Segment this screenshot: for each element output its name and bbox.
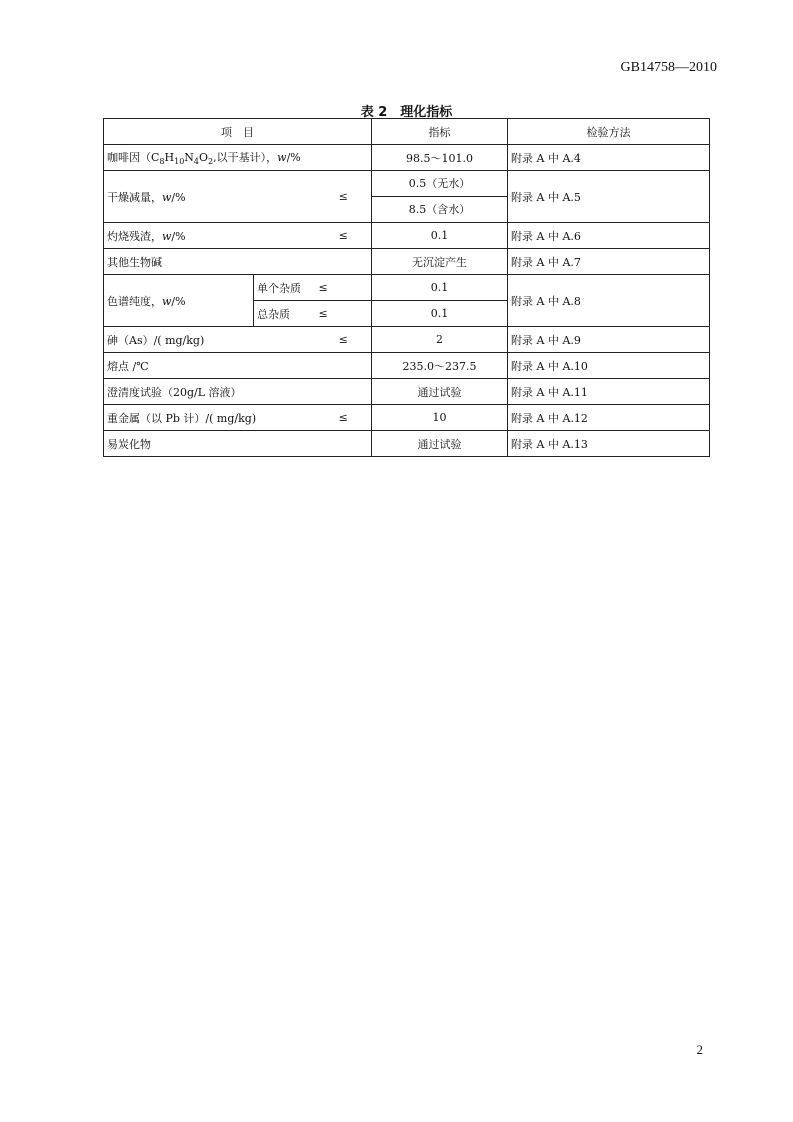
row-item: 易炭化物 bbox=[104, 431, 372, 457]
table-row bbox=[104, 405, 710, 431]
table-row bbox=[104, 275, 710, 301]
row-method: 附录 A 中 A.6 bbox=[508, 223, 710, 249]
row-value: 0.1 bbox=[372, 223, 508, 249]
row-value-hydrous: 8.5（含水） bbox=[372, 196, 507, 222]
row-value: 2 bbox=[372, 327, 508, 353]
row-item: 干燥减量，w/% bbox=[104, 171, 316, 223]
table-row bbox=[104, 171, 710, 223]
row-value: 通过试验 bbox=[372, 379, 508, 405]
row-value: 10 bbox=[372, 405, 508, 431]
row-value: 无沉淀产生 bbox=[372, 249, 508, 275]
row-item: 重金属（以 Pb 计）/( mg/kg) bbox=[104, 405, 316, 431]
row-value-single: 0.1 bbox=[372, 275, 508, 301]
row-sign: ≤ bbox=[316, 275, 372, 301]
row-method: 附录 A 中 A.12 bbox=[508, 405, 710, 431]
table-row bbox=[104, 379, 710, 405]
table-row bbox=[104, 431, 710, 457]
row-method: 附录 A 中 A.7 bbox=[508, 249, 710, 275]
row-sign: ≤ bbox=[316, 301, 372, 327]
row-value-anhydrous: 0.5（无水） bbox=[408, 177, 471, 190]
row-value: 98.5～101.0 bbox=[372, 145, 508, 171]
row-value: 通过试验 bbox=[372, 431, 508, 457]
table-header-row bbox=[104, 119, 710, 145]
row-item: 色谱纯度，w/% bbox=[104, 275, 254, 327]
table-row bbox=[104, 223, 710, 249]
row-value: 235.0～237.5 bbox=[372, 353, 508, 379]
row-method: 附录 A 中 A.11 bbox=[508, 379, 710, 405]
row-sign: ≤ bbox=[316, 223, 372, 249]
row-subitem-total: 总杂质 bbox=[254, 301, 316, 327]
row-method: 附录 A 中 A.10 bbox=[508, 353, 710, 379]
table-row bbox=[104, 249, 710, 275]
physicochemical-table bbox=[103, 118, 710, 457]
row-item: 咖啡因（$C_8H_{10}N_4O_2$,以干基计），w/% bbox=[104, 145, 372, 171]
header-index: 指标 bbox=[372, 119, 508, 145]
row-sign: ≤ bbox=[316, 171, 372, 223]
row-sign: ≤ bbox=[316, 327, 372, 353]
header-method: 检验方法 bbox=[508, 119, 710, 145]
row-item: 熔点 /℃ bbox=[104, 353, 372, 379]
header-item: 项 目 bbox=[104, 119, 372, 145]
row-method: 附录 A 中 A.8 bbox=[508, 275, 710, 327]
standard-number: GB14758—2010 bbox=[620, 60, 717, 75]
row-item: 灼烧残渣，w/% bbox=[104, 223, 316, 249]
table-row bbox=[104, 145, 710, 171]
row-method: 附录 A 中 A.9 bbox=[508, 327, 710, 353]
row-method: 附录 A 中 A.4 bbox=[508, 145, 710, 171]
row-value-split bbox=[372, 171, 508, 223]
row-item: 其他生物碱 bbox=[104, 249, 372, 275]
row-item: 砷（As）/( mg/kg) bbox=[104, 327, 316, 353]
row-method: 附录 A 中 A.5 bbox=[508, 171, 710, 223]
page-number: 2 bbox=[696, 1042, 703, 1057]
row-method: 附录 A 中 A.13 bbox=[508, 431, 710, 457]
table-row bbox=[104, 327, 710, 353]
row-sign: ≤ bbox=[316, 405, 372, 431]
row-subitem-single: 单个杂质 bbox=[254, 275, 316, 301]
table-row bbox=[104, 353, 710, 379]
row-value-total: 0.1 bbox=[372, 301, 508, 327]
row-item: 澄清度试验（20g/L 溶液） bbox=[104, 379, 372, 405]
table-title: 表 2 理化指标 bbox=[360, 105, 453, 120]
